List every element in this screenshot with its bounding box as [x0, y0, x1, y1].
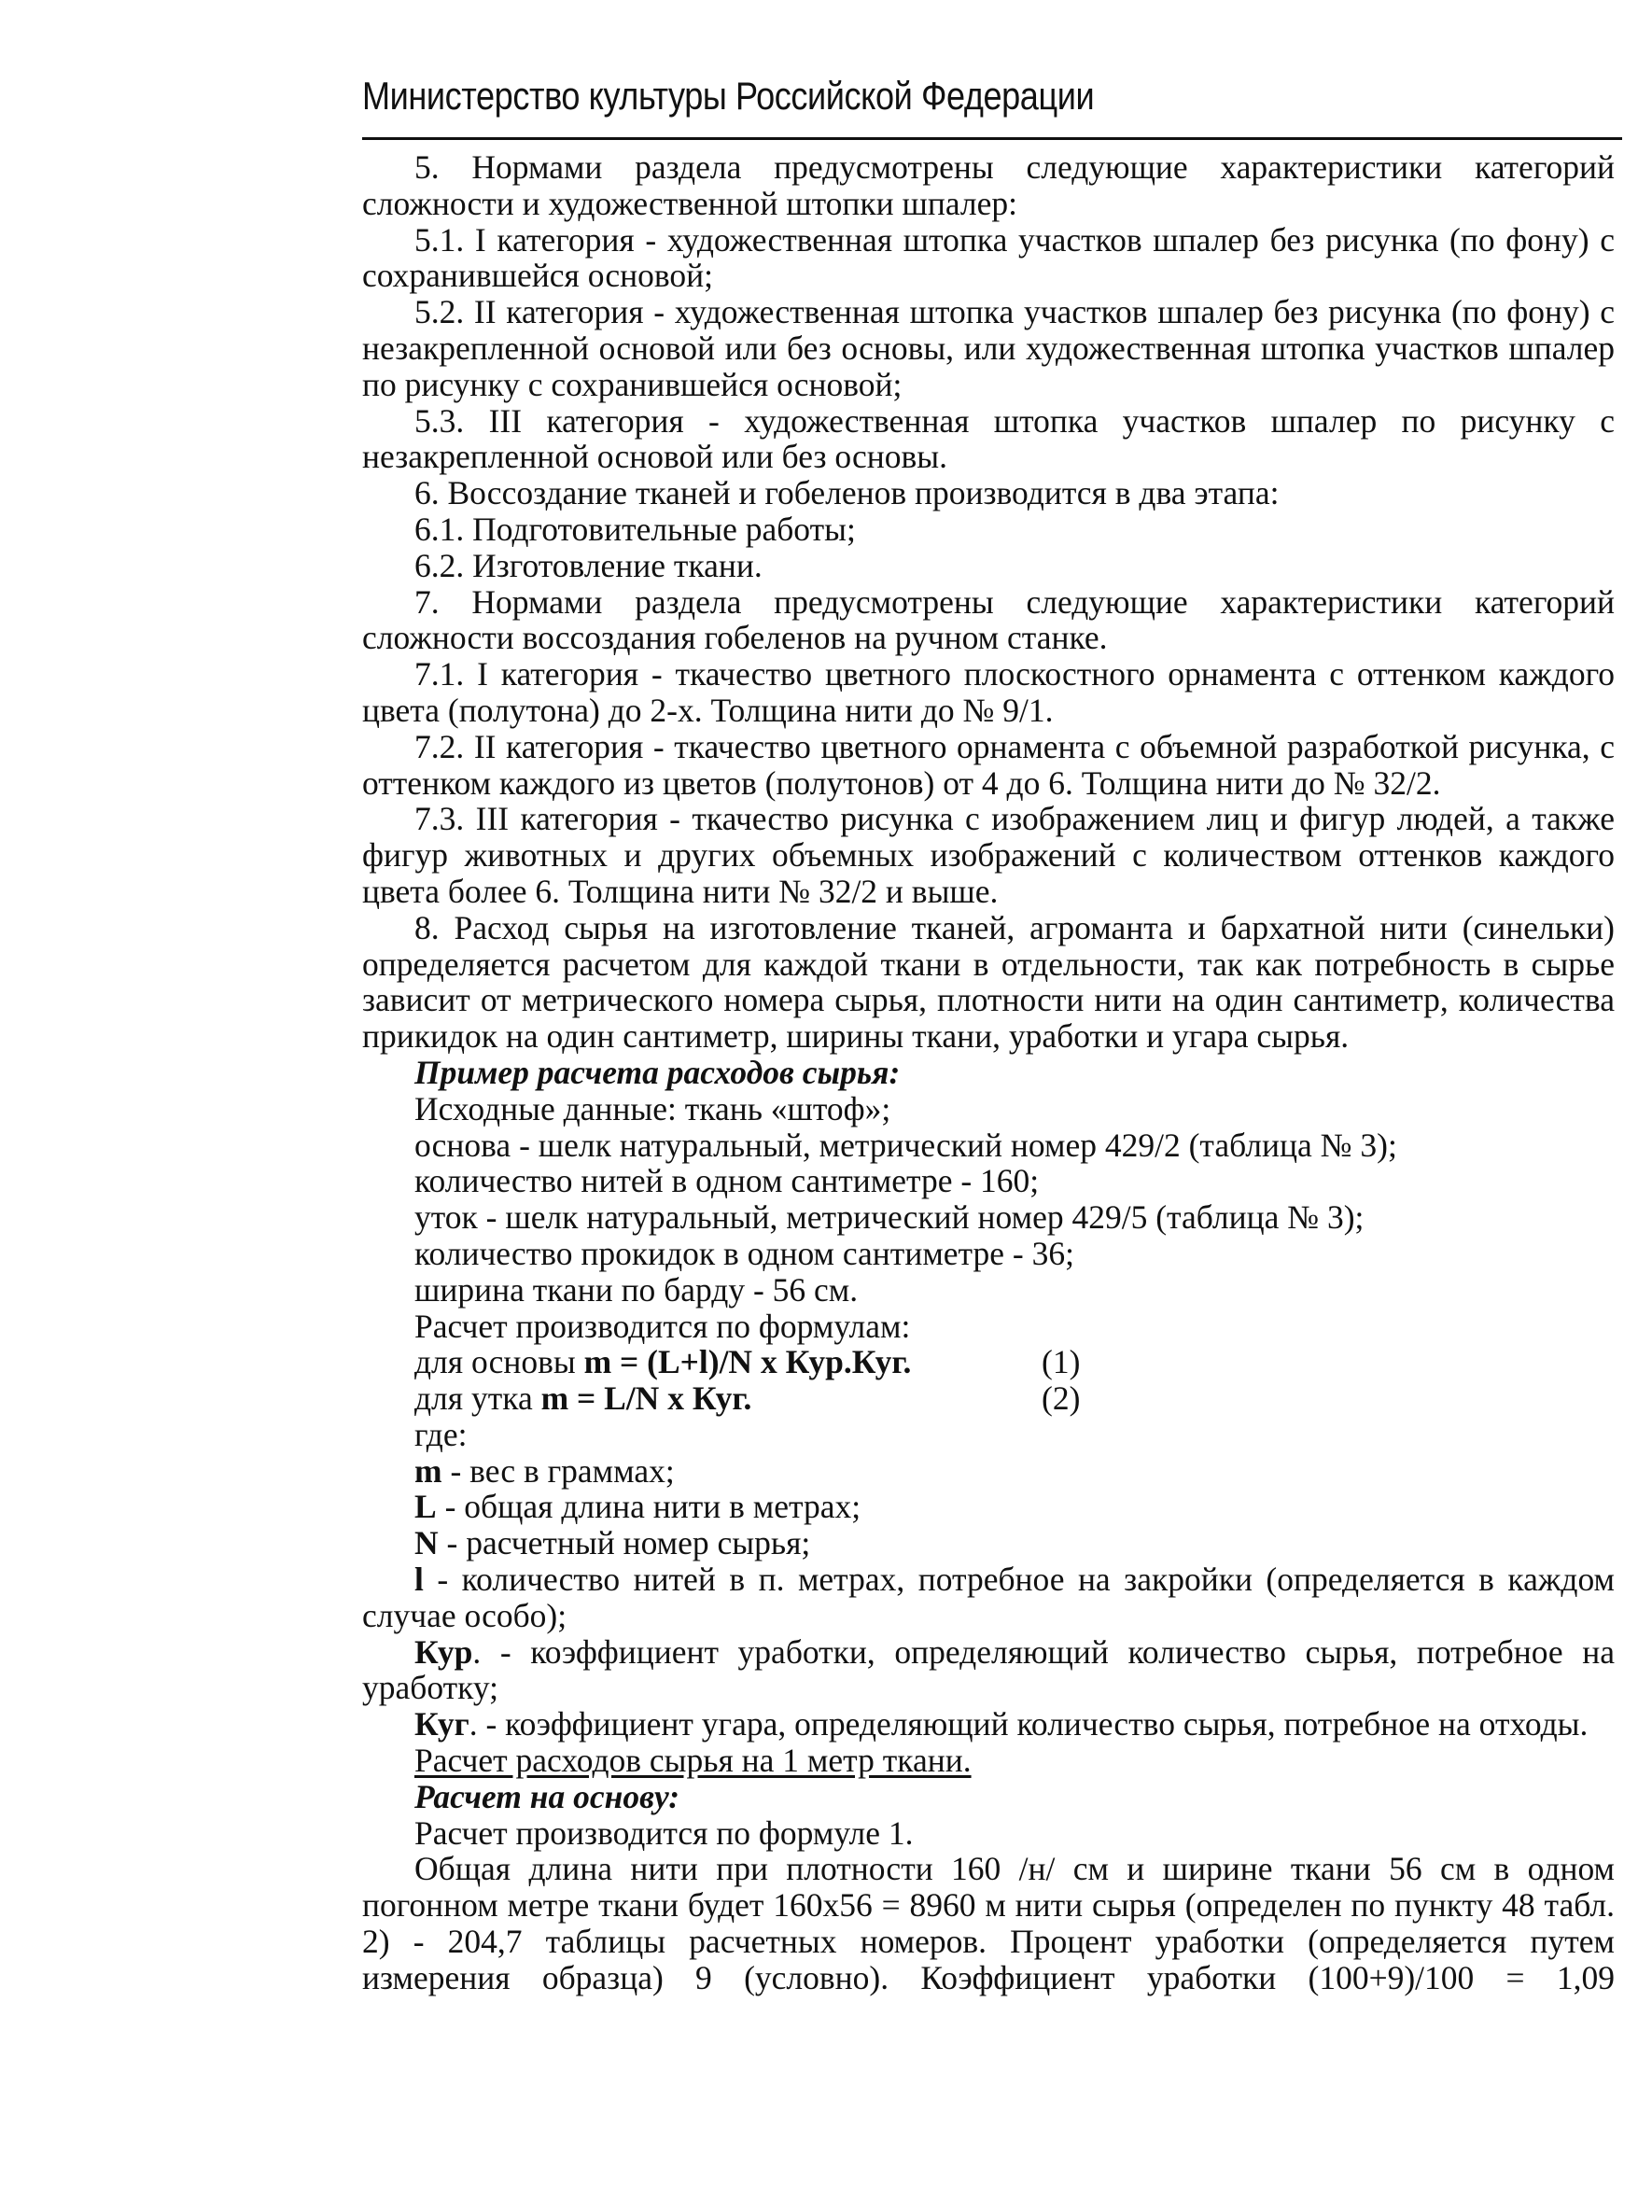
formula-1: [362, 1344, 1615, 1380]
formula-1-number: (1): [1042, 1343, 1081, 1381]
definition-L: [362, 1489, 1615, 1525]
definition-symbol: Кур: [414, 1632, 473, 1671]
paragraph-5: 5. Нормами раздела предусмотрены следующие характеристики категорий сложности и художественной штопки шпалер:: [362, 148, 1615, 222]
definition-text: - количество нитей в п. метрах, потребное на закройки (определяется в каждом случае особо);: [362, 1561, 1615, 1634]
paragraph-5-3: 5.3. III категория - художественная штопка участков шпалер по рисунку с незакрепленной основой или без основы.: [362, 401, 1615, 476]
definition-kur: [362, 1634, 1615, 1707]
paragraph-6: 6. Воссоздание тканей и гобеленов производится в два этапа:: [414, 474, 1280, 512]
document-body: [362, 149, 1615, 1996]
example-line: основа - шелк натуральный, метрический номер 429/2 (таблица № 3);: [414, 1126, 1397, 1164]
definition-m: [362, 1453, 1615, 1490]
header-rule: [362, 137, 1622, 140]
definition-text: . - коэффициент угара, определяющий количество сырья, потребное на отходы.: [469, 1705, 1589, 1743]
definition-symbol: m: [414, 1451, 442, 1490]
paragraph-7: 7. Нормами раздела предусмотрены следующие характеристики категорий сложности воссоздания гобеленов на ручном станке.: [362, 582, 1615, 657]
formula-2-expression: m = L/N x Куг.: [540, 1379, 752, 1418]
definition-symbol: Куг: [414, 1705, 469, 1743]
paragraph-5-1: 5.1. I категория - художественная штопка участков шпалер без рисунка (по фону) с сохранившейся основой;: [362, 220, 1615, 295]
example-line: Исходные данные: ткань «штоф»;: [414, 1089, 891, 1127]
paragraph-7-1: 7.1. I категория - ткачество цветного плоскостного орнамента с оттенком каждого цвета (полутона) до 2-х. Толщина нити до № 9/1.: [362, 655, 1615, 729]
definition-text: - вес в граммах;: [441, 1451, 675, 1490]
example-line: уток - шелк натуральный, метрический номер 429/5 (таблица № 3);: [414, 1198, 1365, 1237]
formula-1-prefix: для основы: [414, 1343, 584, 1381]
definition-kug: [362, 1706, 1615, 1743]
formula-2-number: (2): [1042, 1379, 1081, 1418]
paragraph-6-2: 6.2. Изготовление ткани.: [414, 546, 763, 584]
where-label: где:: [414, 1415, 468, 1453]
running-header: Министерство культуры Российской Федерации: [362, 74, 1095, 118]
base-calc-heading: Расчет на основу:: [414, 1777, 680, 1815]
definition-symbol: l: [414, 1561, 424, 1599]
example-line: ширина ткани по барду - 56 см.: [414, 1270, 859, 1309]
formula-2: [362, 1380, 1615, 1417]
example-line: количество прокидок в одном сантиметре - 36;: [414, 1234, 1074, 1272]
paragraph-7-2: 7.2. II категория - ткачество цветного орнамента с объемной разработкой рисунка, с оттенком каждого из цветов (полутонов) от 4 до 6. Толщина нити до № 32/2.: [362, 727, 1615, 802]
example-line: Расчет производится по формулам:: [414, 1307, 911, 1345]
formula-1-expression: m = (L+l)/N x Кур.Куг.: [583, 1343, 912, 1381]
example-heading: Пример расчета расходов сырья:: [414, 1053, 901, 1091]
final-paragraph: Общая длина нити при плотности 160 /н/ см и ширине ткани 56 см в одном погонном метре ткани будет 160x56 = 8960 м нити сырья (определен по пункту 48 табл. 2) - 204,7 таблицы расчетных номеров. Процент уработки (определяется путем измерения образца) 9 (условно). Коэффициент уработки (100+9)/100 = 1,09: [362, 1850, 1615, 1996]
paragraph-8: 8. Расход сырья на изготовление тканей, агроманта и бархатной нити (синельки) определяется расчетом для каждой ткани в отдельности, так как потребность в сырье зависит от метрического номера сырья, плотности нити на один сантиметр, количества прикидок на один сантиметр, ширины ткани, уработки и угара сырья.: [362, 908, 1615, 1056]
definition-text: - расчетный номер сырья;: [438, 1524, 811, 1562]
paragraph-7-3: 7.3. III категория - ткачество рисунка с изображением лиц и фигур людей, а также фигур животных и других объемных изображений с количеством оттенков каждого цвета более 6. Толщина нити № 32/2 и выше.: [362, 800, 1615, 910]
example-line: количество нитей в одном сантиметре - 160;: [414, 1162, 1040, 1200]
calc-heading: Расчет расходов сырья на 1 метр ткани.: [414, 1742, 972, 1780]
definition-N: [362, 1525, 1615, 1561]
definition-l: [362, 1561, 1615, 1634]
definition-symbol: L: [414, 1488, 437, 1526]
definition-text: - общая длина нити в метрах;: [436, 1488, 861, 1526]
paragraph-5-2: 5.2. II категория - художественная штопка участков шпалер без рисунка (по фону) с незакрепленной основой или без основы, или художественная штопка участков шпалер по рисунку с сохранившейся основой;: [362, 293, 1615, 403]
paragraph-6-1: 6.1. Подготовительные работы;: [414, 510, 856, 548]
formula-2-prefix: для утка: [414, 1379, 541, 1418]
definition-text: . - коэффициент уработки, определяющий количество сырья, потребное на уработку;: [362, 1632, 1615, 1707]
definition-symbol: N: [414, 1524, 439, 1562]
formula-reference: Расчет производится по формуле 1.: [414, 1813, 914, 1852]
